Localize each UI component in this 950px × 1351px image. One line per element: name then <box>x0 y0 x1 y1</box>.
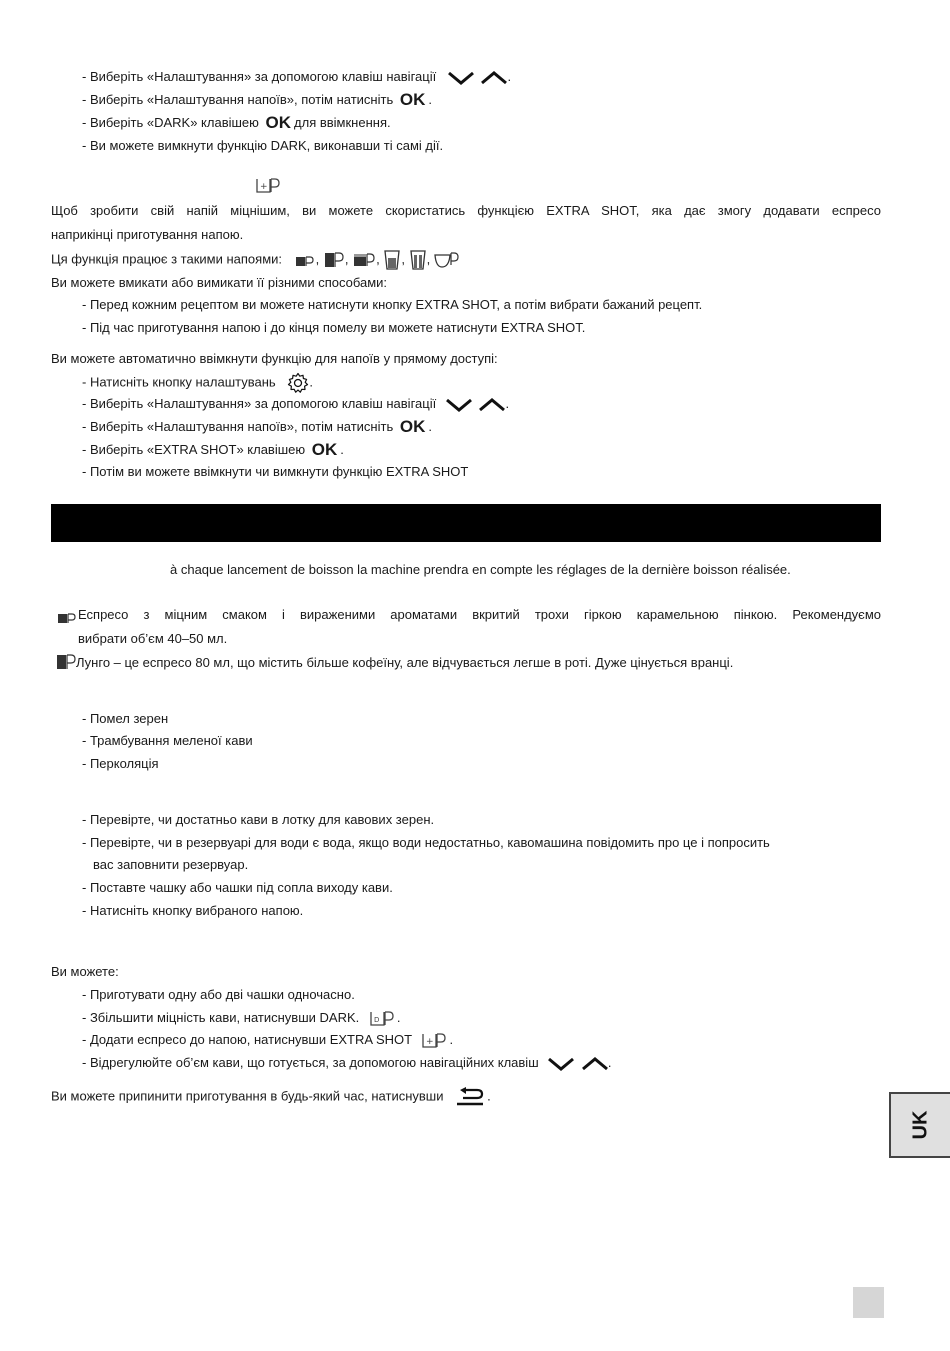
gear-icon <box>287 372 309 394</box>
step-1: - Помел зерен <box>82 711 169 726</box>
extra-shot-icon <box>421 1032 449 1050</box>
options-intro: Ви можете: <box>51 964 119 979</box>
chevron-down-icon <box>448 71 474 85</box>
note-fr: à chaque lancement de boisson la machine prendra en compte les réglages de la dernière boisson réalisée. <box>170 562 791 577</box>
check-3: - Поставте чашку або чашки під сопла виходу кави. <box>82 880 393 895</box>
page-number-box <box>853 1287 884 1318</box>
espresso-drink-icon <box>56 609 78 625</box>
extra-shot-works-with: Ця функція працює з такими напоями: , , , , , <box>51 250 460 270</box>
espresso-drink-icon <box>294 252 316 268</box>
extra-shot-auto-5: - Потім ви можете ввімкнути чи вимкнути функцію EXTRA SHOT <box>82 464 469 479</box>
extra-shot-auto: Ви можете автоматично ввімкнути функцію для напоїв у прямому доступі: <box>51 351 498 366</box>
extra-shot-icon <box>255 177 281 195</box>
svg-text:D: D <box>373 1015 380 1024</box>
language-tab: UK <box>889 1092 950 1158</box>
chevron-up-icon <box>479 398 505 412</box>
lungo-drink-icon <box>323 251 345 269</box>
lungo-desc: Лунго – це еспресо 80 мл, що містить більше кофеїну, але відчувається легше в роті. Дуже цінується вранці. <box>76 655 734 670</box>
check-4: - Натисніть кнопку вибраного напою. <box>82 903 304 918</box>
coffee-drink-icon <box>352 251 376 269</box>
cup-drink-icon <box>434 251 460 269</box>
chevron-up-icon <box>481 71 507 85</box>
ok-key-icon: OK <box>399 90 426 109</box>
svg-text:+: + <box>260 182 268 192</box>
extra-shot-way-1: - Перед кожним рецептом ви можете натиснути кнопку EXTRA SHOT, а потім вибрати бажаний рецепт. <box>82 297 703 312</box>
chevron-down-icon <box>446 398 472 412</box>
chevron-down-icon <box>548 1057 574 1071</box>
back-arrow-icon <box>453 1087 487 1107</box>
espresso-desc-1: Еспресо з міцним смаком і вираженими ароматами вкритий трохи гіркою карамельною пінкою. Рекомендуємо <box>78 607 881 622</box>
dark-icon <box>369 1010 397 1028</box>
extra-shot-auto-1: - Натисніть кнопку налаштувань . <box>82 372 313 394</box>
dark-step-1: - Виберіть «Налаштування» за допомогою клавіш навігації . <box>82 69 512 84</box>
step-3: - Перколяція <box>82 756 159 771</box>
extra-shot-auto-2: - Виберіть «Налаштування» за допомогою клавіш навігації . <box>82 396 510 411</box>
svg-text:+: + <box>426 1036 435 1047</box>
ok-key-icon: OK <box>399 417 426 436</box>
dark-step-2: - Виберіть «Налаштування напоїв», потім натисніть OK . <box>82 90 432 109</box>
option-1: - Приготувати одну або дві чашки одночасно. <box>82 987 355 1002</box>
ok-key-icon: OK <box>311 440 338 459</box>
check-2: - Перевірте, чи в резервуарі для води є вода, якщо води недостатньо, кавомашина повідомить про це і попросить <box>82 835 770 850</box>
chevron-up-icon <box>582 1057 608 1071</box>
espresso-desc-2: вибрати об’єм 40–50 мл. <box>78 631 228 646</box>
option-2: - Збільшити міцність кави, натиснувши DARK. D . <box>82 1009 400 1028</box>
extra-shot-intro-cont: наприкінці приготування напою. <box>51 227 244 242</box>
extra-shot-intro: Щоб зробити свій напій міцнішим, ви можете скористатись функцією EXTRA SHOT, яка дає змогу додавати еспресо <box>51 203 881 218</box>
check-1: - Перевірте, чи достатньо кави в лотку для кавових зерен. <box>82 812 435 827</box>
lungo-drink-icon <box>55 653 77 671</box>
extra-shot-way-2: - Під час приготування напою і до кінця помелу ви можете натиснути EXTRA SHOT. <box>82 320 586 335</box>
check-2-cont: вас заповнити резервуар. <box>93 857 249 872</box>
step-2: - Трамбування меленої кави <box>82 733 253 748</box>
extra-shot-ways: Ви можете вмикати або вимикати її різними способами: <box>51 275 388 290</box>
dark-step-3: - Виберіть «DARK» клавішею OK для ввімкнення. <box>82 113 391 132</box>
glass-drink-icon <box>383 250 401 270</box>
section-header-bar <box>51 504 881 542</box>
stop-line: Ви можете припинити приготування в будь-який час, натиснувши . <box>51 1087 491 1107</box>
extra-shot-auto-4: - Виберіть «EXTRA SHOT» клавішею OK . <box>82 440 344 459</box>
option-4: - Відрегулюйте об’єм кави, що готується, за допомогою навігаційних клавіш . <box>82 1055 612 1070</box>
option-3: - Додати еспресо до напою, натиснувши EXTRA SHOT + . <box>82 1031 453 1050</box>
dark-step-4: - Ви можете вимкнути функцію DARK, виконавши ті самі дії. <box>82 138 444 153</box>
ok-key-icon: OK <box>265 113 292 132</box>
extra-shot-auto-3: - Виберіть «Налаштування напоїв», потім натисніть OK . <box>82 417 432 436</box>
tall-glass-drink-icon <box>409 250 427 270</box>
